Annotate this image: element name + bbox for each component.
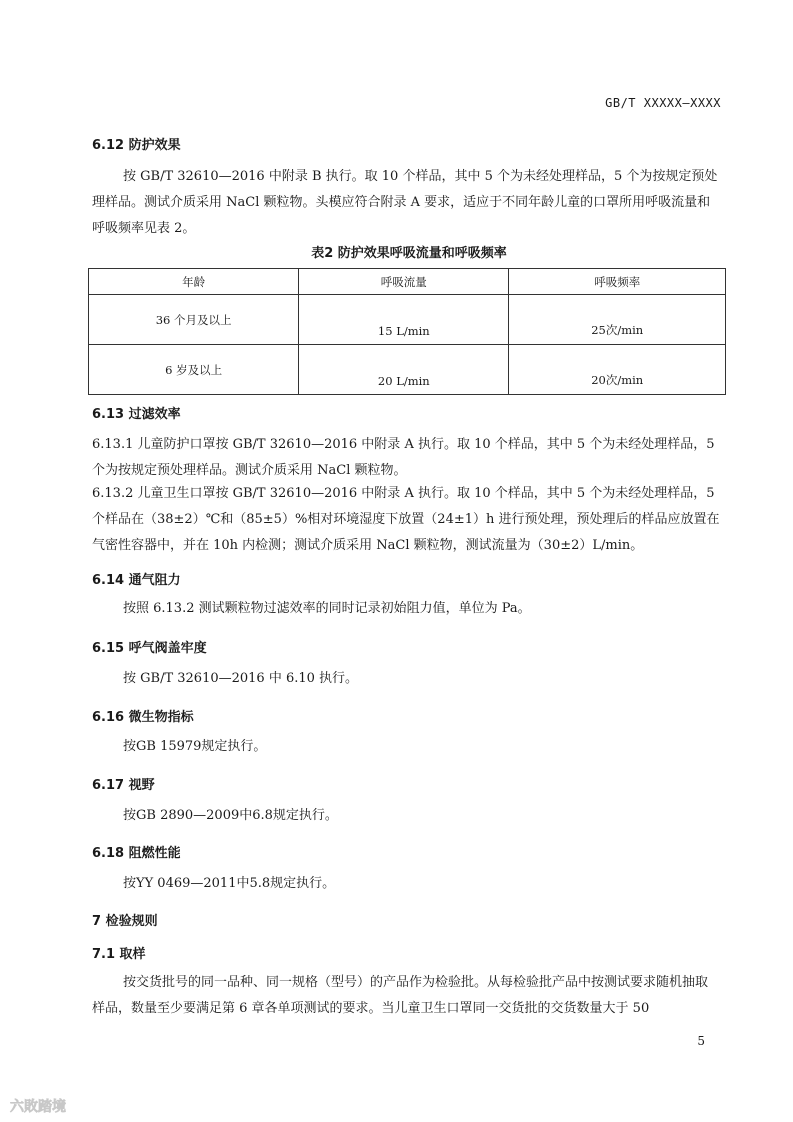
section-paragraph-6-14: 按照 6.13.2 测试颗粒物过滤效率的同时记录初始阻力值，单位为 Pa。	[123, 601, 531, 616]
section-paragraph-6-15: 按 GB/T 32610—2016 中 6.10 执行。	[123, 671, 359, 686]
section-paragraph-6-13-2: 6.13.2 儿童卫生口罩按 GB/T 32610—2016 中附录 A 执行。取 10 个样品，其中 5 个为未经处理样品，5 个样品在（38±2）℃和（85±5）%相对环境湿度下放置（24±1）h 进行预处理，预处理后的样品应放置在气密性容器中，并在 10h 内检测；测试介质采用 NaCl 颗粒物，测试流量为（30±2）L/min。	[92, 486, 720, 553]
table-cell-age: 36 个月及以上	[89, 295, 299, 345]
table-cell-flow: 20 L/min	[299, 345, 509, 395]
table-row	[89, 345, 726, 395]
section-heading-6-14: 6.14 通气阻力	[92, 573, 181, 588]
table-row	[89, 295, 726, 345]
section-heading-6-17: 6.17 视野	[92, 778, 155, 793]
section-heading-6-16: 6.16 微生物指标	[92, 710, 194, 725]
section-paragraph-6-16: 按GB 15979规定执行。	[123, 739, 267, 754]
table-cell-frequency: 20次/min	[509, 345, 726, 395]
table-header-age: 年龄	[89, 269, 299, 295]
breathing-table	[88, 268, 726, 395]
table-cell-age: 6 岁及以上	[89, 345, 299, 395]
section-heading-6-13: 6.13 过滤效率	[92, 407, 181, 422]
watermark-text: 六敗踏境	[10, 1099, 66, 1115]
section-heading-6-15: 6.15 呼气阀盖牢度	[92, 641, 207, 656]
section-paragraph-6-13-1: 6.13.1 儿童防护口罩按 GB/T 32610—2016 中附录 A 执行。取 10 个样品，其中 5 个为未经处理样品，5 个为按规定预处理样品。测试介质采用 NaCl 颗粒物。	[92, 437, 715, 478]
section-paragraph-7-1: 按交货批号的同一品种、同一规格（型号）的产品作为检验批。从每检验批产品中按测试要求随机抽取样品，数量至少要满足第 6 章各单项测试的要求。当儿童卫生口罩同一交货批的交货数量大于 50	[92, 975, 709, 1016]
section-heading-6-18: 6.18 阻燃性能	[92, 846, 181, 861]
table-cell-frequency: 25次/min	[509, 295, 726, 345]
table-header-frequency: 呼吸频率	[509, 269, 726, 295]
section-paragraph-6-18: 按YY 0469—2011中5.8规定执行。	[123, 876, 336, 891]
section-paragraph-6-12: 按 GB/T 32610—2016 中附录 B 执行。取 10 个样品，其中 5 个为未经处理样品，5 个为按规定预处理样品。测试介质采用 NaCl 颗粒物。头模应符合附录 A 要求，适应于不同年龄儿童的口罩所用呼吸流量和呼吸频率见表 2。	[92, 169, 718, 236]
section-heading-6-12: 6.12 防护效果	[92, 138, 181, 153]
watermark-logo	[10, 1096, 66, 1116]
table-cell-flow: 15 L/min	[299, 295, 509, 345]
table-header-row	[89, 269, 726, 295]
table-header-flow: 呼吸流量	[299, 269, 509, 295]
section-heading-7: 7 检验规则	[92, 914, 158, 929]
table-title: 表2 防护效果呼吸流量和呼吸频率	[311, 246, 507, 261]
document-code: GB/T XXXXX—XXXX	[605, 96, 721, 110]
section-heading-7-1: 7.1 取样	[92, 947, 146, 962]
section-paragraph-6-17: 按GB 2890—2009中6.8规定执行。	[123, 808, 338, 823]
page-number: 5	[697, 1034, 705, 1048]
